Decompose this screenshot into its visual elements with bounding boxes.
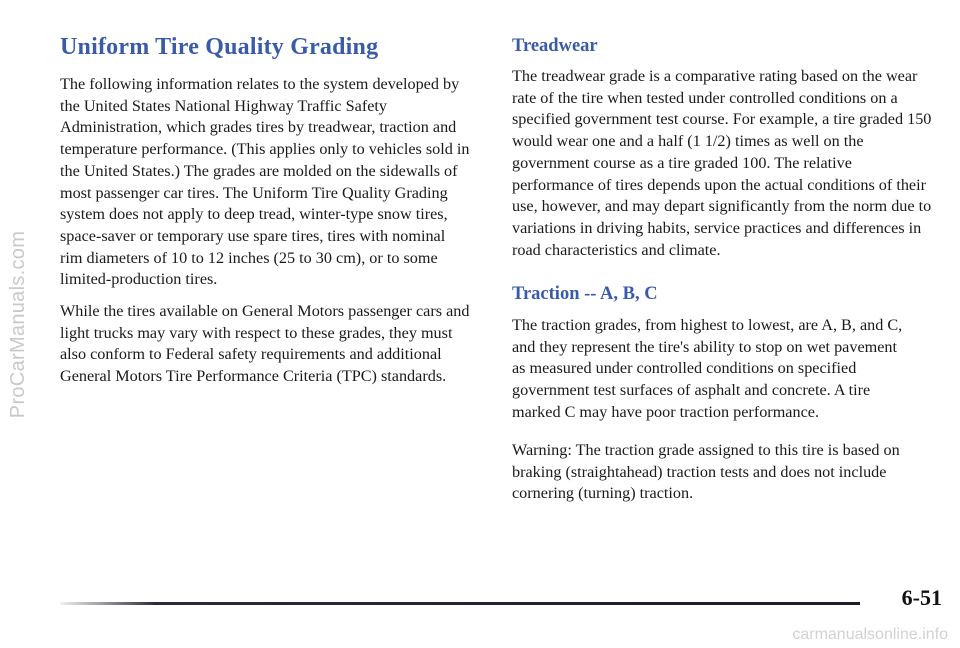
- side-watermark-text: ProCarManuals.com: [7, 230, 30, 418]
- treadwear-paragraph: The treadwear grade is a comparative rating based on the wear rate of the tire when tested under controlled conditions on a specified government test course. For example, a tire graded 150 would wear one and a half (1 1/2) times as well on the government course as a tire graded 100. The relative performance of tires depends upon the actual conditions of their use, however, and may depart significantly from the norm due to variations in driving habits, service practices and differences in road characteristics and climate.: [512, 67, 932, 259]
- page-number: 6-51: [901, 585, 942, 610]
- side-watermark: [2, 0, 36, 648]
- intro-paragraph: The following information relates to the system developed by the United States National Highway Traffic Safety Administration, which grades tires by treadwear, traction and temperature performance. (This applies only to vehicles sold in the United States.) The grades are molded on the sidewalls of most passenger car tires. The Uniform Tire Quality Grading system does not apply to deep tread, winter-type snow tires, space-saver or temporary use spare tires, tires with nominal rim diameters of 10 to 12 inches (25 to 30 cm), or to some limited-production tires.: [60, 75, 470, 289]
- traction-paragraph: The traction grades, from highest to lowest, are A, B, and C, and they represent the tire's ability to stop on wet pavement as measured under controlled conditions on specified government test surfaces of asphalt and concrete. A tire marked C may have poor traction performance.: [512, 316, 903, 421]
- traction-heading: Traction -- A, B, C: [512, 284, 658, 304]
- warning-paragraph: Warning: The traction grade assigned to this tire is based on braking (straightahead) traction tests and does not include cornering (turning) traction.: [512, 441, 900, 503]
- gm-standards-paragraph: While the tires available on General Motors passenger cars and light trucks may vary with respect to these grades, they must also conform to Federal safety requirements and additional General Motors Tire Performance Criteria (TPC) standards.: [60, 302, 470, 386]
- treadwear-heading: Treadwear: [512, 36, 598, 56]
- footer-divider: [60, 602, 860, 605]
- bottom-watermark: carmanualsonline.info: [792, 626, 948, 643]
- page-title: Uniform Tire Quality Grading: [60, 34, 379, 60]
